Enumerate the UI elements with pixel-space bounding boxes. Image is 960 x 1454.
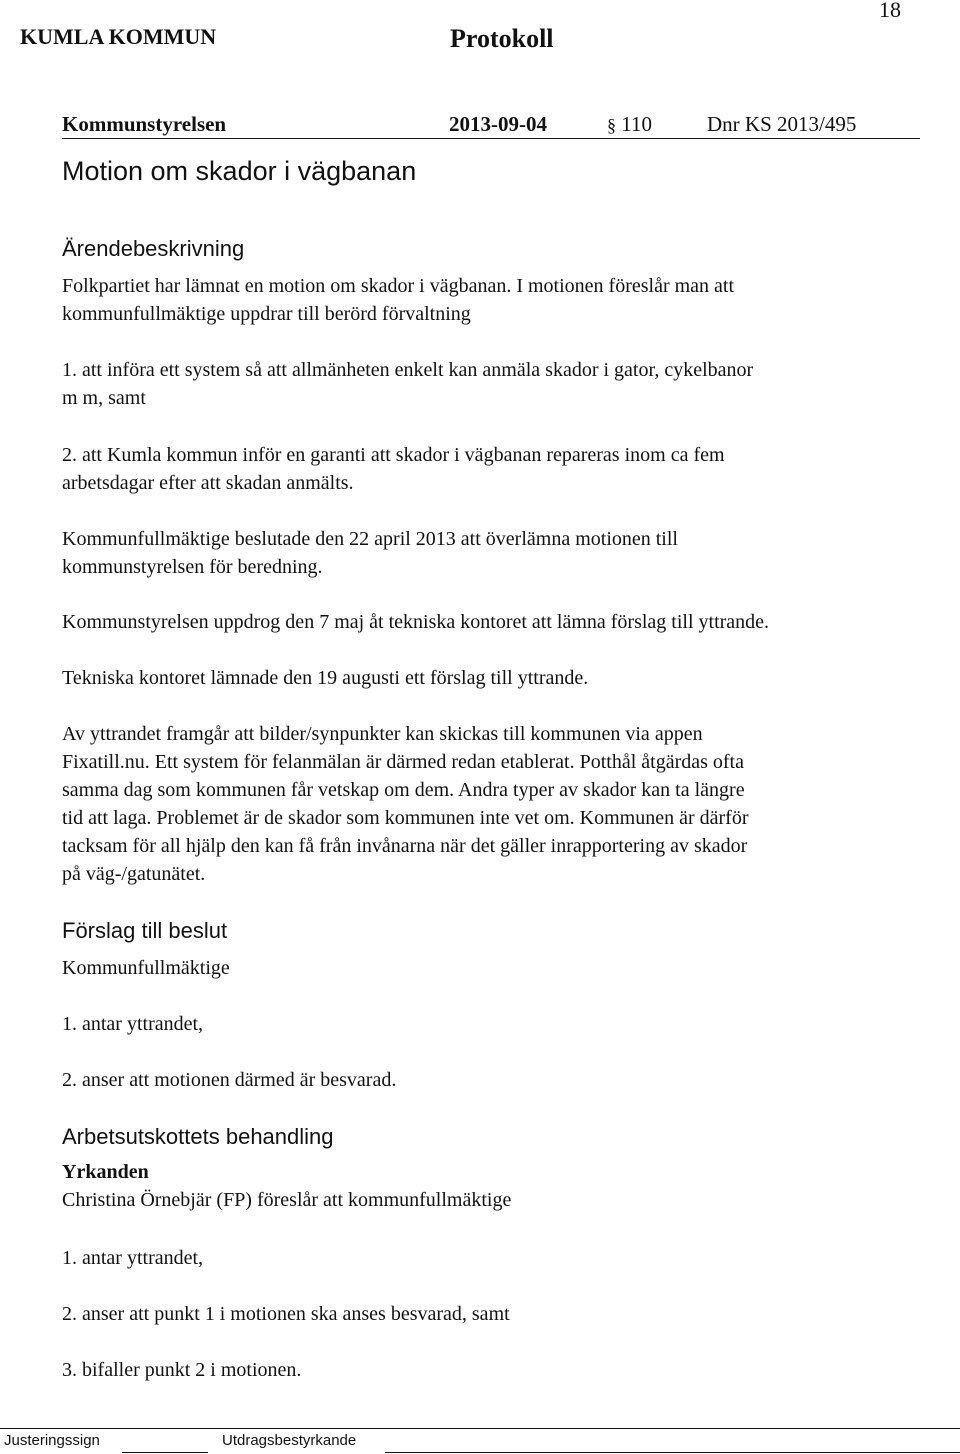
item-2-paragraph — [62, 441, 725, 497]
committee-heading: Arbetsutskottets behandling — [62, 1124, 334, 1149]
signature-line — [122, 1452, 208, 1453]
assignment-paragraph: Kommunstyrelsen uppdrog den 7 maj åt tekniska kontoret att lämna förslag till yttrande. — [62, 611, 770, 633]
paragraph-symbol: § — [607, 115, 616, 135]
description-heading: Ärendebeskrivning — [62, 236, 245, 261]
document-type: Protokoll — [450, 24, 554, 53]
text-line: 1. att införa ett system så att allmänheten enkelt kan anmäla skador i gator, cykelbanor — [62, 359, 754, 381]
text-line: Kommunfullmäktige beslutade den 22 april 2013 att överlämna motionen till — [62, 528, 678, 550]
committee-item: 2. anser att punkt 1 i motionen ska anses besvarad, samt — [62, 1303, 510, 1325]
committee-item: 3. bifaller punkt 2 i motionen. — [62, 1359, 302, 1381]
text-line: Av yttrandet framgår att bilder/synpunkter kan skickas till kommunen via appen — [62, 723, 703, 745]
text-line: arbetsdagar efter att skadan anmälts. — [62, 472, 354, 494]
proposal-item: 1. antar yttrandet, — [62, 1013, 204, 1035]
committee-item: 1. antar yttrandet, — [62, 1247, 204, 1269]
text-line: på väg-/gatunätet. — [62, 863, 206, 885]
decision-paragraph — [62, 525, 678, 581]
proposal-submitted-paragraph: Tekniska kontoret lämnade den 19 augusti ett förslag till yttrande. — [62, 667, 589, 689]
meta-case-number: Dnr KS 2013/495 — [707, 112, 857, 136]
organization-name: KUMLA KOMMUN — [20, 24, 217, 49]
meta-paragraph — [607, 112, 652, 137]
intro-paragraph — [62, 272, 734, 328]
text-line: samma dag som kommunen får vetskap om dem. Andra typer av skador kan ta längre — [62, 779, 745, 801]
page-number: 18 — [879, 0, 901, 22]
text-line: kommunstyrelsen för beredning. — [62, 556, 323, 578]
text-line: 2. att Kumla kommun inför en garanti att skador i vägbanan repareras inom ca fem — [62, 444, 725, 466]
text-line: tid att laga. Problemet är de skador som kommunen inte vet om. Kommunen är därför — [62, 807, 749, 829]
proposal-heading: Förslag till beslut — [62, 918, 228, 943]
statement-paragraph — [62, 720, 749, 888]
text-line: Folkpartiet har lämnat en motion om skador i vägbanan. I motionen föreslår man att — [62, 275, 735, 297]
footer-divider — [0, 1428, 960, 1429]
text-line: m m, samt — [62, 387, 146, 409]
footer-certification-label: Utdragsbestyrkande — [222, 1432, 357, 1449]
meta-row — [62, 112, 920, 140]
meta-date: 2013-09-04 — [449, 112, 547, 136]
item-1-paragraph — [62, 356, 753, 412]
committee-subheading: Yrkanden — [62, 1161, 149, 1183]
paragraph-number: 110 — [621, 112, 652, 136]
footer-justification-label: Justeringssign — [4, 1432, 100, 1449]
text-line: kommunfullmäktige uppdrar till berörd förvaltning — [62, 303, 471, 325]
page-title: Motion om skador i vägbanan — [62, 156, 417, 186]
meta-divider — [62, 138, 920, 139]
committee-motion: Christina Örnebjär (FP) föreslår att kommunfullmäktige — [62, 1189, 512, 1211]
proposal-item: 2. anser att motionen därmed är besvarad. — [62, 1069, 397, 1091]
text-line: Fixatill.nu. Ett system för felanmälan är därmed redan etablerat. Potthål åtgärdas ofta — [62, 751, 744, 773]
proposal-body: Kommunfullmäktige — [62, 957, 230, 979]
meta-board: Kommunstyrelsen — [62, 112, 227, 136]
text-line: tacksam för all hjälp den kan få från invånarna när det gäller inrapportering av skador — [62, 835, 748, 857]
signature-line — [385, 1452, 960, 1453]
